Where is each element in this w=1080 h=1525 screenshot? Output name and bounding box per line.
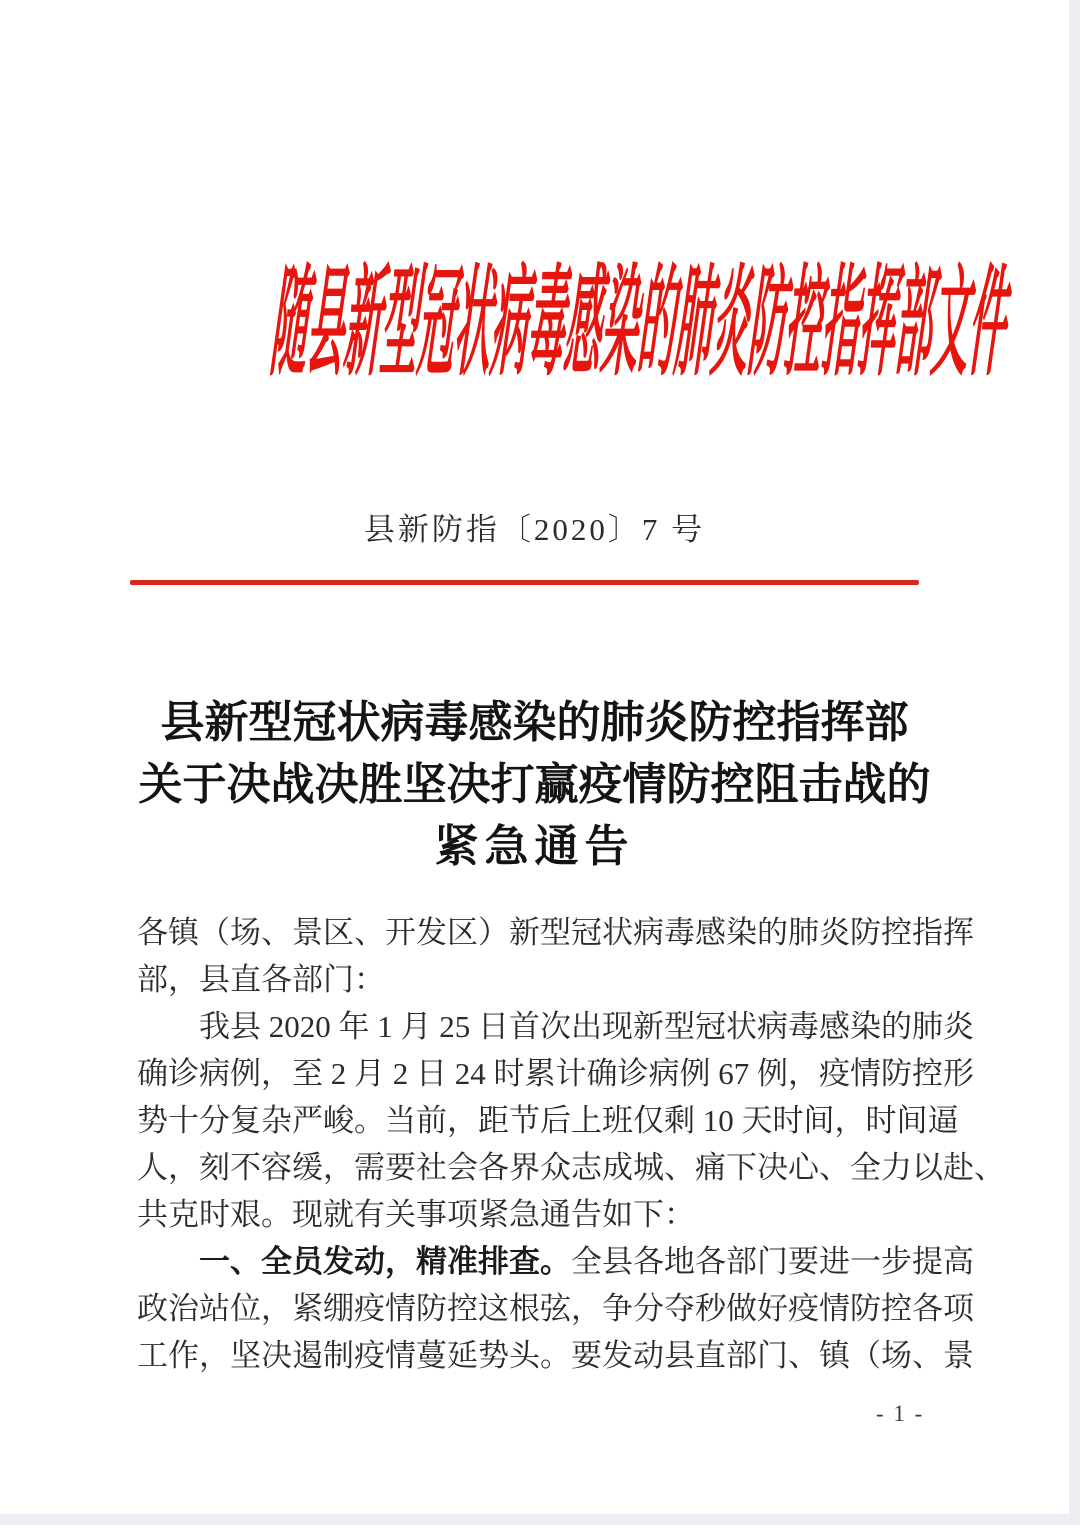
paragraph-line: 共克时艰。现就有关事项紧急通告如下： [137, 1197, 695, 1232]
paragraph-line: 势十分复杂严峻。当前，距节后上班仅剩 10 天时间，时间逼 [137, 1103, 959, 1138]
salutation-line: 部，县直各部门： [137, 962, 385, 997]
salutation-line: 各镇（场、景区、开发区）新型冠状病毒感染的肺炎防控指挥 [137, 915, 974, 950]
notice-title-line-2: 关于决战决胜坚决打赢疫情防控阻击战的 [138, 760, 931, 809]
notice-body [137, 909, 1005, 1379]
red-divider-line [130, 580, 919, 585]
section-1-first-line [137, 1238, 974, 1285]
section-1-heading: 一、全员发动，精准排查。 [199, 1244, 571, 1279]
section-1-text: 全县各地各部门要进一步提高 [571, 1244, 974, 1279]
bottom-edge-gutter [0, 1514, 1080, 1525]
paragraph-line: 我县 2020 年 1 月 25 日首次出现新型冠状病毒感染的肺炎 [199, 1009, 974, 1044]
right-edge-gutter [1069, 0, 1080, 1525]
letterhead-title: 随县新型冠状病毒感染的肺炎防控指挥部文件 [265, 258, 1019, 392]
document-number: 县新防指〔2020〕7 号 [363, 512, 706, 547]
paragraph-line: 确诊病例，至 2 月 2 日 24 时累计确诊病例 67 例，疫情防控形 [137, 1056, 974, 1091]
paragraph-line: 政治站位，紧绷疫情防控这根弦，争分夺秒做好疫情防控各项 [137, 1291, 974, 1326]
paragraph-line: 人，刻不容缓，需要社会各界众志成城、痛下决心、全力以赴、 [137, 1150, 1005, 1185]
notice-title [0, 692, 1069, 878]
paragraph-line: 工作，坚决遏制疫情蔓延势头。要发动县直部门、镇（场、景 [137, 1338, 974, 1373]
page-number: - 1 - [876, 1401, 925, 1426]
letterhead-banner [0, 258, 1069, 392]
notice-title-line-3: 紧急通告 [434, 822, 635, 871]
notice-title-line-1: 县新型冠状病毒感染的肺炎防控指挥部 [160, 698, 909, 747]
